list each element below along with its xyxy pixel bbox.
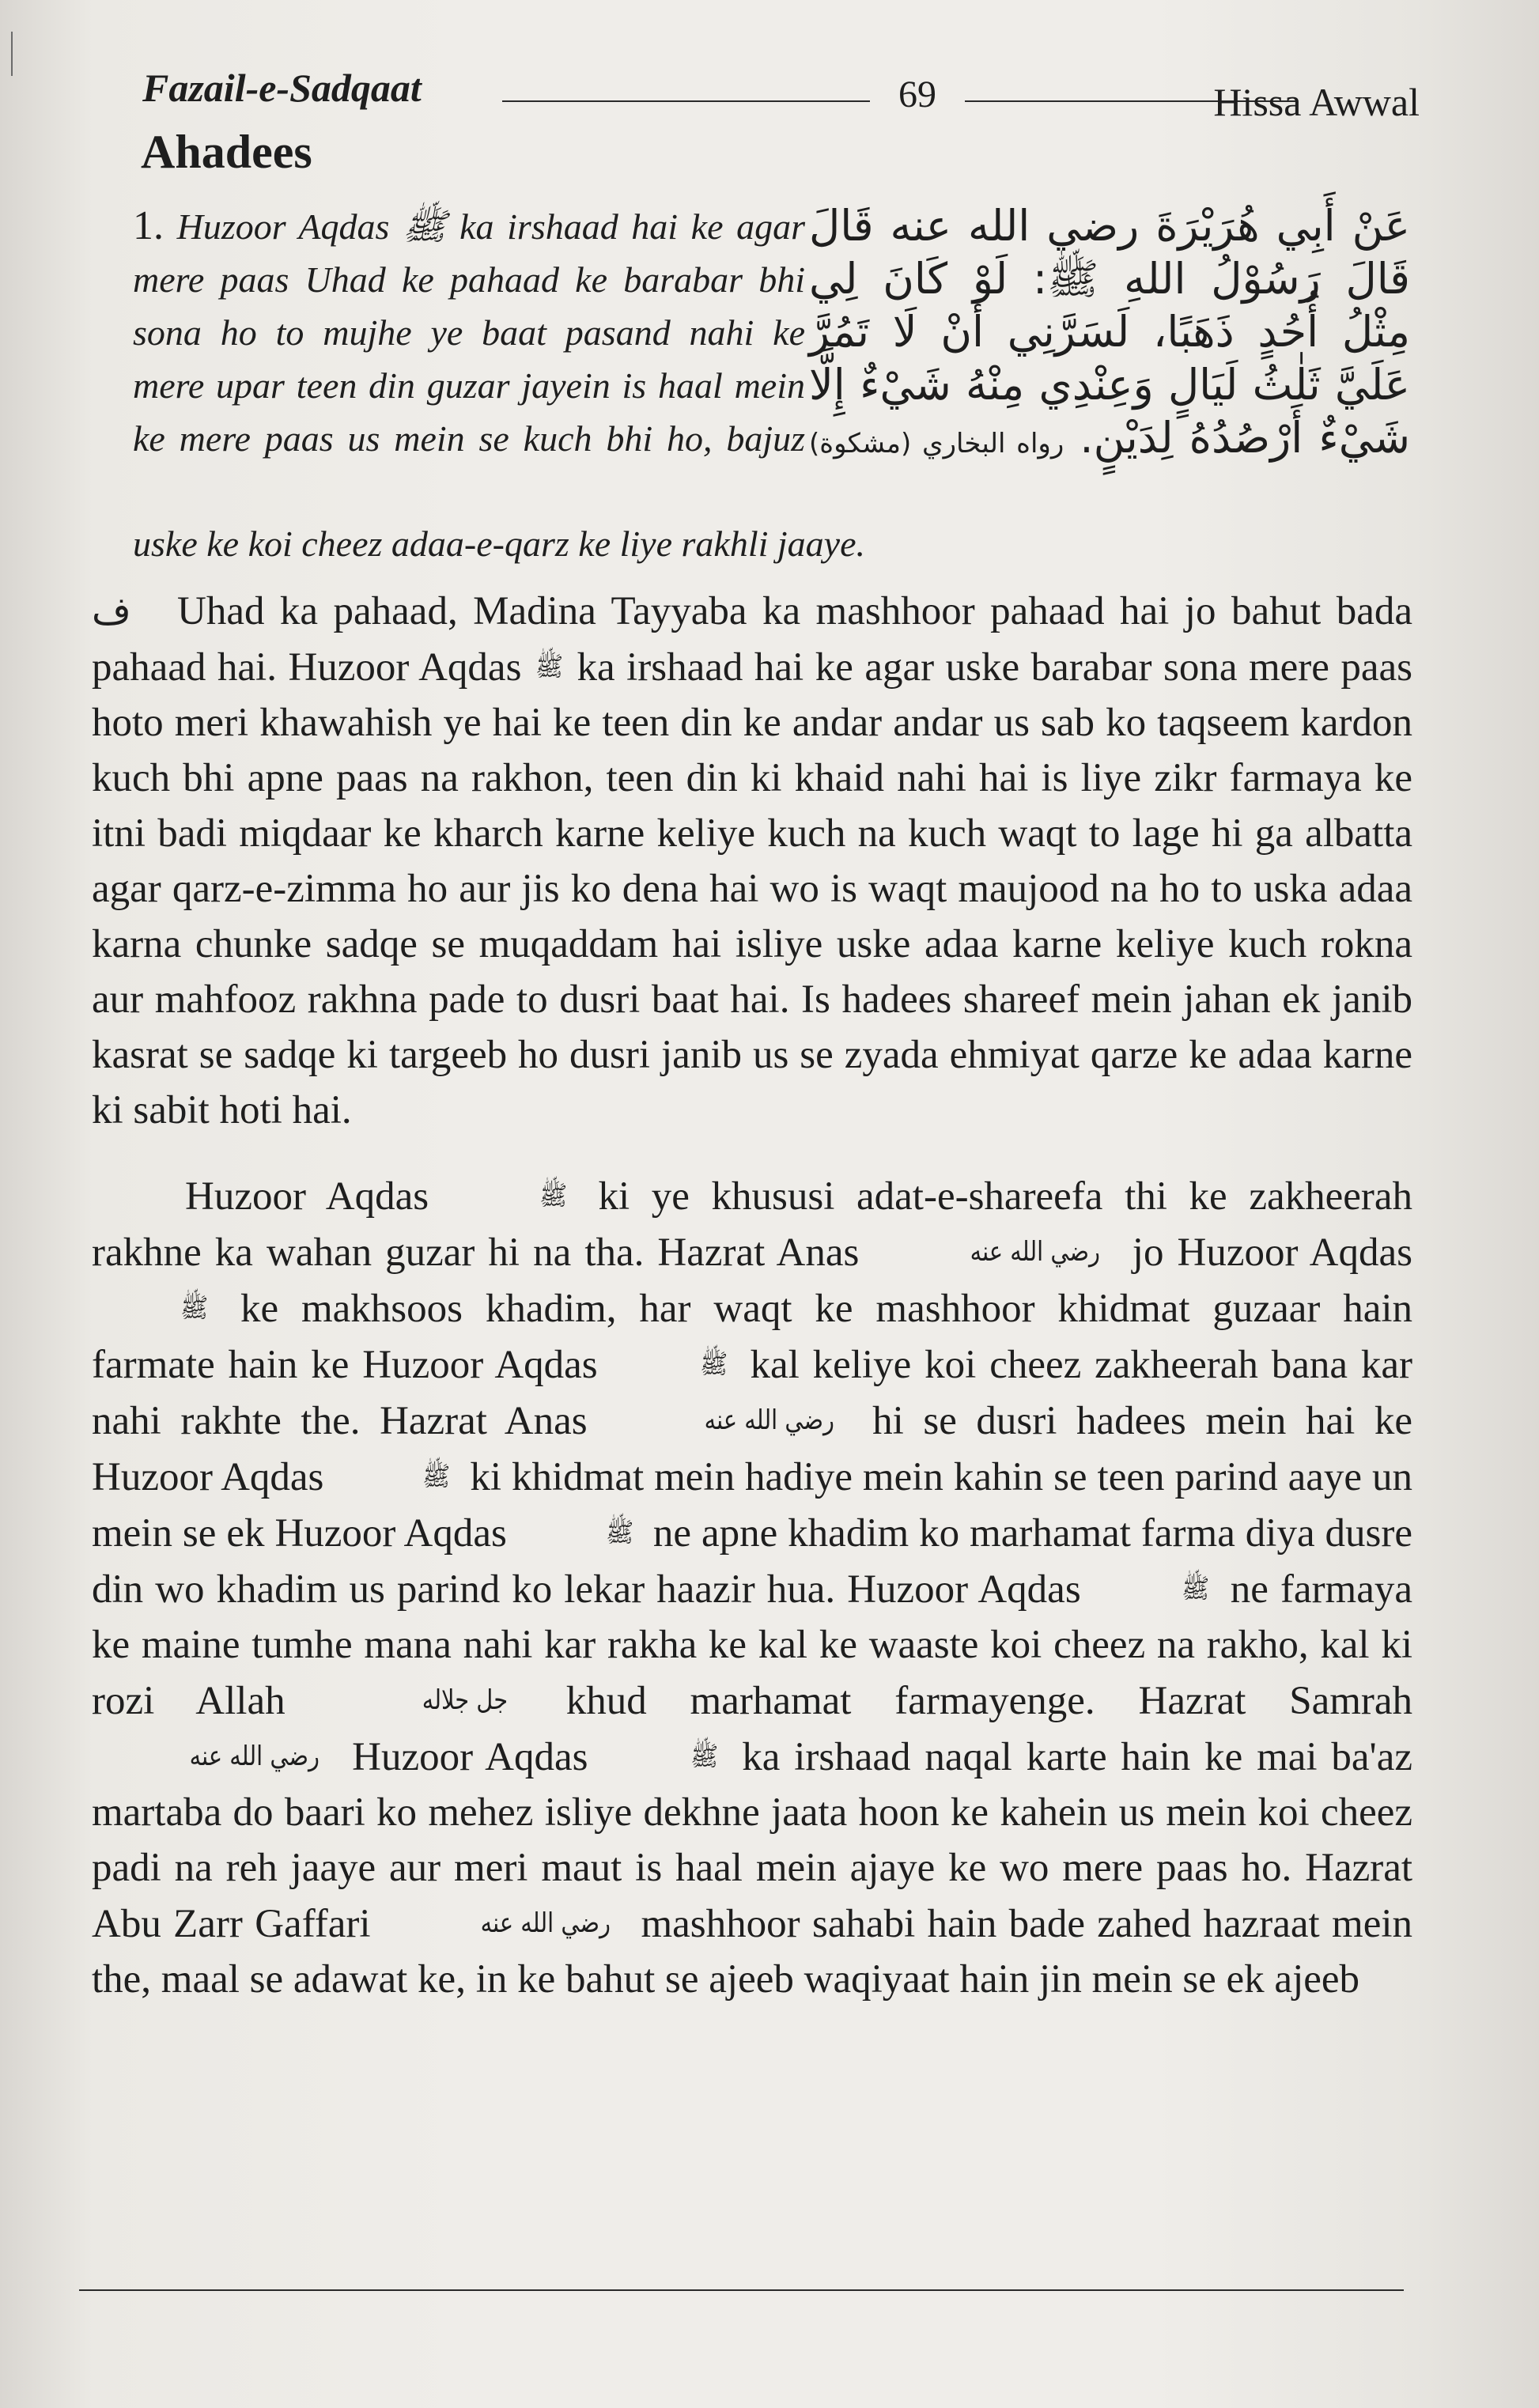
p2-text-11: Huzoor Aqdas: [338, 1735, 603, 1779]
hadith-translit-tail: uske ke koi cheez adaa-e-qarz ke liye rakhli jaaye.: [133, 524, 865, 564]
hadith-arabic: [809, 199, 1410, 471]
header-rule-left: [502, 100, 870, 102]
honorific-prophet: ﷺ: [180, 1292, 209, 1324]
p2-text-7: ki khidmat mein hadiye mein kahin se teen parind aaye un mein se ek Huzoor Aqdas: [92, 1455, 1413, 1556]
book-title: Fazail-e-Sadqaat: [142, 66, 422, 110]
p2-text-3: jo Huzoor Aqdas: [1118, 1230, 1412, 1275]
page-edge: [11, 32, 13, 76]
honorific-prophet: ﷺ: [1181, 1573, 1209, 1605]
p1-text-2: ka irshaad hai ke agar uske barabar sona mere paas hoto meri khawahish ye hai ke teen din ke andar andar us sab ko taqseem kardon kuch bhi apne paas na rakhon, teen din ki khaid nahi hai is liye zikr farmaya ke itni badi miqdaar ke kharch karne keliye kuch na kuch waqt to lage hi ga albatta agar qarz-e-zimma ho aur jis ko dena hai wo is waqt maujood na ho to uska adaa karna chunke sadqe se muqaddam hai isliye uske adaa karne keliye kuch rokna aur mahfooz rakhna pade to dusri baat hai. Is hadees shareef mein jahan ek janib kasrat se sadqe ki targeeb ho dusri janib us se zyada ehmiyat qarze ke adaa karne ki sabit hoti hai.: [92, 645, 1412, 1132]
paragraph-1: [92, 584, 1412, 1138]
hadith-arabic-text: عَنْ أَبِي هُرَيْرَةَ رضي الله عنه قَالَ قَالَ رَسُوْلُ اللهِ ﷺ: لَوْ كَانَ لِي مِثْلُ أُحُدٍ ذَهَبًا، لَسَرَّنِي أَنْ لَا تَمُرَّ عَلَيَّ ثَلٰثُ لَيَالٍ وَعِنْدِي مِنْهُ شَيْءٌ إِلَّا شَيْءٌ أَرْصُدُهُ لِدَيْنٍ.: [809, 201, 1410, 463]
section-heading: Ahadees: [141, 126, 312, 178]
hadith-block: [133, 199, 1410, 579]
notes-marker: ف: [92, 589, 131, 633]
honorific-prophet: ﷺ: [535, 651, 563, 682]
running-header: [142, 62, 1420, 125]
honorific-prophet: ﷺ: [606, 1517, 633, 1548]
honorific-prophet: ﷺ: [690, 1741, 719, 1772]
p1-text-1: Uhad ka pahaad, Madina Tayyaba ka mashhoor pahaad hai jo bahut bada pahaad hai. Huzoor Aqdas: [92, 589, 1412, 690]
honorific-allah: جل جلاله: [422, 1684, 509, 1716]
footer-rule: [79, 2289, 1404, 2291]
honorific-prophet: ﷺ: [539, 1180, 567, 1212]
p2-text-8: ne apne khadim ko marhamat farma diya dusre din wo khadim us parind ko lekar haazir hua. Huzoor Aqdas: [92, 1511, 1413, 1612]
honorific-companion: رضي الله عنه: [189, 1741, 320, 1772]
p2-text-4: ke makhsoos khadim, har waqt ke mashhoor khidmat guzaar hain farmate hain ke Huzoor Aqdas: [92, 1287, 1412, 1387]
honorific-companion: رضي الله عنه: [970, 1236, 1101, 1268]
p2-text-1: Huzoor Aqdas: [185, 1174, 451, 1219]
honorific-prophet: ﷺ: [699, 1348, 728, 1380]
honorific-companion: رضي الله عنه: [704, 1404, 835, 1436]
p2-text-10: khud marhamat farmayenge. Hazrat Samrah: [522, 1679, 1412, 1723]
page-number: 69: [898, 74, 936, 115]
p2-text-13: mashhoor sahabi hain bade zahed hazraat mein the, maal se adawat ke, in ke bahut se ajeeb waqiyaat hain jin mein se ek ajeeb: [92, 1902, 1412, 2002]
honorific-companion: رضي الله عنه: [480, 1907, 611, 1939]
honorific-prophet: ﷺ: [422, 1461, 451, 1492]
hadith-arabic-reference: رواه البخاري (مشكوة): [809, 428, 1064, 459]
p2-text-6: hi se dusri hadees mein hai ke Huzoor Aqdas: [92, 1399, 1412, 1499]
hadith-transliteration: [133, 199, 805, 465]
hadith-number: 1.: [133, 203, 164, 248]
commentary-body: [92, 584, 1412, 2007]
p2-text-12: ka irshaad naqal karte hain ke mai ba'az martaba do baari ko mehez isliye dekhne jaata hoon ke kahein us mein koi cheez padi na reh jaaye aur meri maut is haal mein ajaye ke wo mere paas ho. Hazrat Abu Zarr Gaffari: [92, 1735, 1413, 1946]
p2-text-2: ki ye khususi adat-e-shareefa thi ke zakheerah rakhne ka wahan guzar hi na tha. Hazrat Anas: [92, 1174, 1412, 1275]
hadith-translit-text: Huzoor Aqdas ﷺ ka irshaad hai ke agar mere paas Uhad ke pahaad ke barabar bhi sona ho to mujhe ye baat pasand nahi ke mere upar teen din guzar jayein is haal mein ke mere paas us mein se kuch bhi ho, bajuz: [133, 206, 806, 459]
p2-text-5: kal keliye koi cheez zakheerah bana kar nahi rakhte the. Hazrat Anas: [92, 1343, 1412, 1443]
part-title: Hissa Awwal: [1213, 80, 1420, 124]
paragraph-2: [92, 1168, 1412, 2007]
p2-text-9: ne farmaya ke maine tumhe mana nahi kar rakha ke kal ke waaste koi cheez na rakho, kal ki rozi Allah: [92, 1567, 1412, 1723]
